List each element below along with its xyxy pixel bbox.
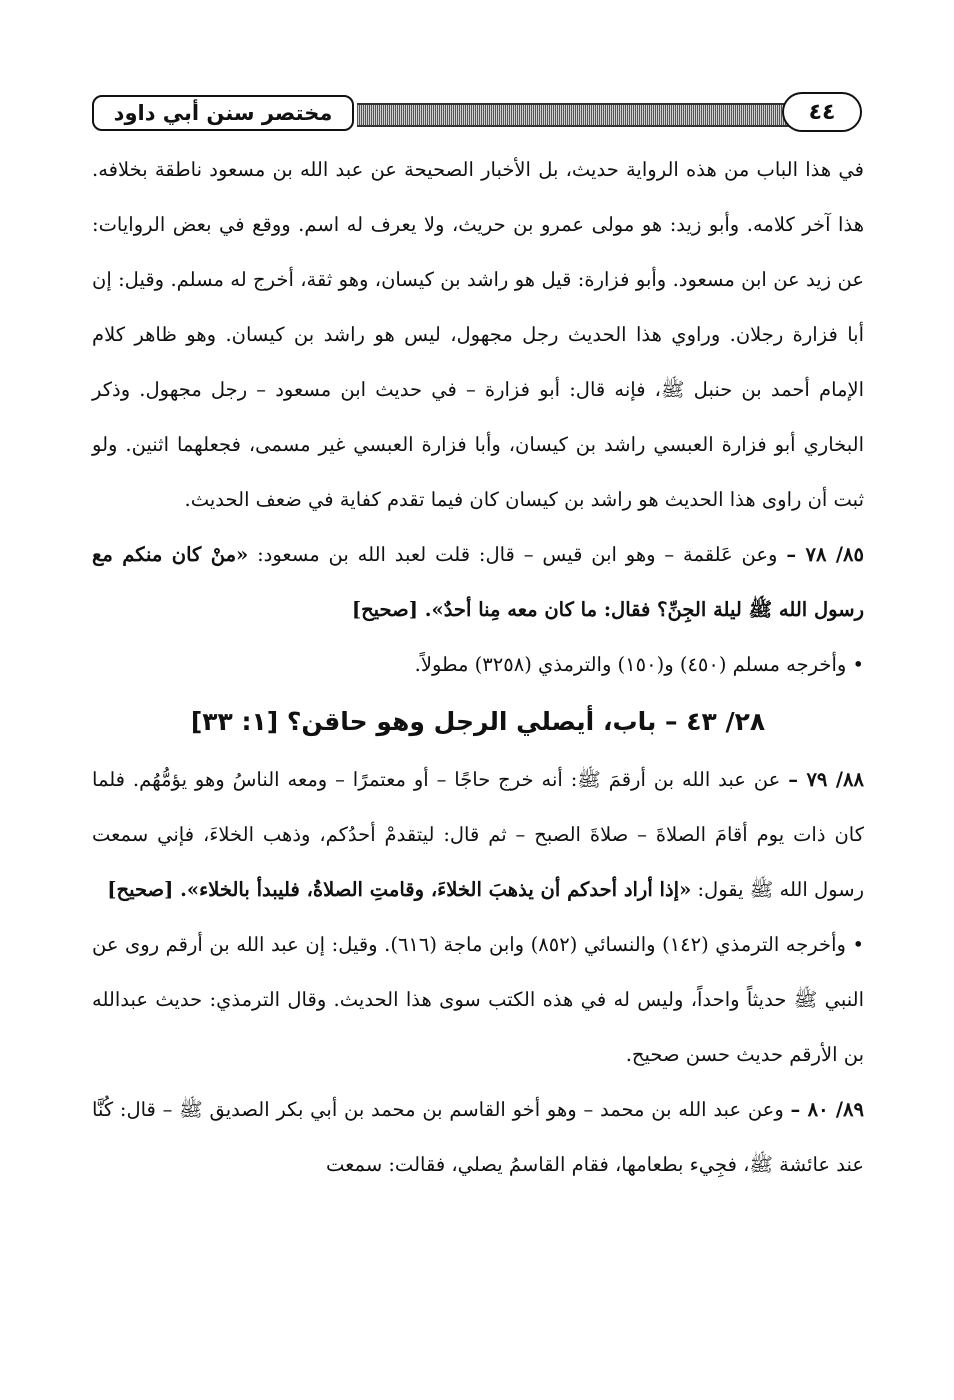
chapter-heading: ٢٨/ ٤٣ – باب، أيصلي الرجل وهو حاقن؟ [١: ٣٣] (190, 707, 766, 736)
intro-paragraph: في هذا الباب من هذه الرواية حديث، بل الأخبار الصحيحة عن عبد الله بن مسعود ناطقة بخلافه. هذا آخر كلامه. وأبو زيد: هو مولى عمرو بن حريث، ولا يعرف له اسم. ووقع في بعض الروايات: عن زيد عن ابن مسعود. وأبو فزارة: قيل هو راشد بن كيسان، وهو ثقة، أخرج له مسلم. وقيل: إن أبا فزارة رجلان. وراوي هذا الحديث رجل مجهول، ليس هو راشد بن كيسان. وهو ظاهر كلام الإمام أحمد بن حنبل ﷺ، فإنه قال: أبو فزارة – في حديث ابن مسعود – رجل مجهول. وذكر البخاري أبو فزارة العبسي راشد بن كيسان، وأبا فزارة العبسي غير مسمى، فجعلهما اثنين. ولو ثبت أن راوى هذا الحديث هو راشد بن كيسان كان فيما تقدم كفاية في ضعف الحديث. (92, 158, 864, 511)
hadith-88-note: • وأخرجه الترمذي (١٤٢) والنسائي (٨٥٢) وابن ماجة (٦١٦). وقيل: إن عبد الله بن أرقم روى عن النبي ﷺ حديثاً واحداً، وليس له في هذه الكتب سوى هذا الحديث. وقال الترمذي: حديث عبدالله بن الأرقم حديث حسن صحيح. (92, 933, 865, 1066)
page-header (92, 92, 862, 138)
book-title: مختصر سنن أبي داود (92, 95, 354, 131)
hadith-number: ٨٩/ ٨٠ – (790, 1098, 864, 1121)
hadith-85 (92, 527, 864, 637)
hadith-number: ٨٨/ ٧٩ – (788, 768, 864, 791)
hadith-85-note: • وأخرجه مسلم (٤٥٠) و(١٥٠) والترمذي (٣٢٥٨) مطولاً. (414, 653, 864, 676)
page-number: ٤٤ (782, 92, 862, 132)
hadith-number: ٨٥/ ٧٨ – (786, 543, 864, 566)
hadith-intro: عن عبد الله بن أرقمَ ﷺ: أنه خرج حاجًا – أو معتمرًا – ومعه الناسُ وهو يؤمُّهُم. فلما كان ذات يوم أقامَ الصلاةَ – صلاةَ الصبح – ثم قال: ليتقدمْ أحدُكم، وذهب الخلاءَ، فإني سمعت رسول الله ﷺ يقول: (92, 768, 864, 901)
hadith-88 (92, 752, 864, 917)
hadith-text: وعن عبد الله بن محمد – وهو أخو القاسم بن محمد بن أبي بكر الصديق ﷺ – قال: كُنَّا عند عائشة ﷺ، فجِيء بطعامها، فقام القاسمُ يصلي، فقالت: سمعت (92, 1098, 864, 1176)
hadith-89 (92, 1082, 864, 1192)
hadith-quote: «إذا أراد أحدكم أن يذهبَ الخلاءَ، وقامتِ الصلاةُ، فليبدأ بالخلاء». [صحيح] (107, 878, 692, 901)
hadith-intro: وعن عَلقمة – وهو ابن قيس – قال: قلت لعبد الله بن مسعود: (248, 543, 787, 566)
page-body (92, 142, 864, 1192)
hadith-quote: «منْ كان منكم مع رسول الله ﷺ ليلة الجِنِّ؟ فقال: ما كان معه مِنا أحدٌ». [صحيح] (92, 543, 864, 621)
header-ornament-band (357, 103, 792, 127)
